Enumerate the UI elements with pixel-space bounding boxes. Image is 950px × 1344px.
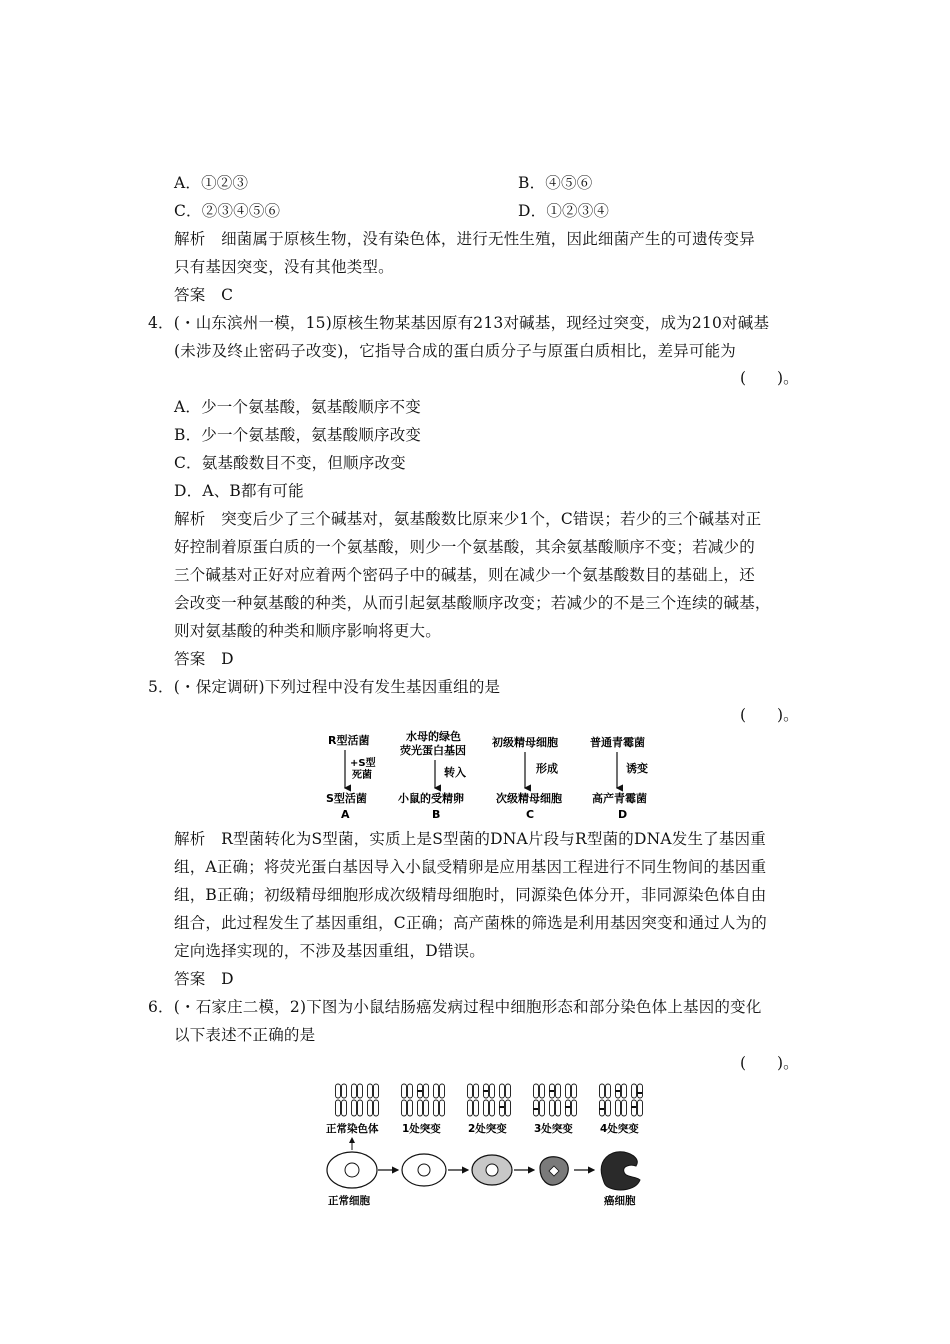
q4-answer-bracket: ( )。: [740, 369, 799, 387]
figure-c-side: 形成: [536, 762, 558, 775]
q4-analysis-line: 好控制着原蛋白质的一个氨基酸，则少一个氨基酸，其余氨基酸顺序不变；若减少的: [174, 538, 755, 556]
figure-a-side-1: +S型: [350, 758, 376, 769]
q3-option-b: B．④⑤⑥: [518, 174, 593, 192]
figure-a-side-2: 死菌: [352, 770, 372, 781]
nucleus-normal: [345, 1163, 359, 1177]
figure-b-letter: B: [432, 808, 441, 821]
q5-stem: 5．(・保定调研)下列过程中没有发生基因重组的是: [148, 678, 501, 696]
q4-option-a: A．少一个氨基酸，氨基酸顺序不变: [174, 398, 421, 416]
figure-c-letter: C: [526, 808, 535, 821]
q4-analysis-line: 则对氨基酸的种类和顺序影响将更大。: [174, 622, 441, 640]
q5-analysis-line: 解析 R型菌转化为S型菌，实质上是S型菌的DNA片段与R型菌的DNA发生了基因重: [174, 830, 766, 848]
figure-d-letter: D: [618, 808, 628, 821]
q4-analysis-line: 会改变一种氨基酸的种类，从而引起氨基酸顺序改变；若减少的不是三个连续的碱基，: [174, 594, 771, 612]
stage-label-4: 4处突变: [600, 1123, 639, 1135]
figure-d-top: 普通青霉菌: [590, 736, 645, 749]
q4-option-d: D．A、B都有可能: [174, 482, 304, 500]
cell-label-normal: 正常细胞: [328, 1195, 370, 1207]
stage-label-3: 3处突变: [534, 1123, 573, 1135]
figure-d-side: 诱变: [626, 762, 648, 775]
chromosome-group-1: [402, 1084, 445, 1116]
q5-process-figure: [320, 730, 680, 822]
chromosome-group-normal: [336, 1084, 379, 1116]
q5-figure-c: [491, 735, 562, 821]
q5-analysis-line: 组合，此过程发生了基因重组，C正确；高产菌株的筛选是利用基因突变和通过人为的: [174, 914, 767, 932]
stage-label-normal: 正常染色体: [326, 1123, 379, 1135]
q6-stem-line: 6．(・石家庄二模，2)下图为小鼠结肠癌发病过程中细胞形态和部分染色体上基因的变化: [148, 998, 762, 1016]
q3-option-d: D．①②③④: [518, 202, 610, 220]
figure-a-letter: A: [341, 808, 350, 821]
q5-figure-a: [326, 733, 376, 821]
q5-figure-d: [590, 735, 648, 821]
q5-analysis-line: 定向选择实现的，不涉及基因重组，D错误。: [174, 942, 485, 960]
q5-analysis-line: 组，A正确；将荧光蛋白基因导入小鼠受精卵是应用基因工程进行不同生物间的基因重: [174, 858, 767, 876]
figure-a-bottom: S型活菌: [326, 792, 367, 805]
chromosome-group-2: [468, 1084, 511, 1116]
q3-option-a: A．①②③: [174, 174, 249, 192]
figure-c-bottom: 次级精母细胞: [496, 792, 562, 805]
q3-analysis-line: 只有基因突变，没有其他类型。: [174, 258, 394, 276]
q5-answer: 答案 D: [174, 970, 234, 988]
figure-b-bottom: 小鼠的受精卵: [398, 792, 464, 805]
q6-answer-bracket: ( )。: [740, 1054, 799, 1072]
q6-cancer-figure: [318, 1080, 658, 1210]
cell-label-cancer: 癌细胞: [604, 1195, 636, 1207]
chromosome-group-4: [599, 1084, 643, 1116]
figure-b-top-2: 荧光蛋白基因: [400, 744, 466, 757]
figure-b-side: 转入: [444, 766, 466, 779]
figure-b-top-1: 水母的绿色: [406, 730, 461, 743]
cell-cancer: [601, 1152, 640, 1190]
stage-label-1: 1处突变: [402, 1123, 441, 1135]
figure-c-top: 初级精母细胞: [492, 736, 558, 749]
figure-a-top: R型活菌: [328, 734, 370, 747]
q4-answer: 答案 D: [174, 650, 234, 668]
chromosome-group-3: [533, 1084, 577, 1116]
figure-d-bottom: 高产青霉菌: [592, 792, 647, 805]
q5-answer-bracket: ( )。: [740, 706, 799, 724]
q4-option-b: B．少一个氨基酸，氨基酸顺序改变: [174, 426, 422, 444]
q5-analysis-line: 组，B正确；初级精母细胞形成次级精母细胞时，同源染色体分开，非同源染色体自由: [174, 886, 767, 904]
q3-analysis-line: 解析 细菌属于原核生物，没有染色体，进行无性生殖，因此细菌产生的可遗传变异: [174, 230, 755, 248]
q4-analysis-line: 三个碱基对正好对应着两个密码子中的碱基，则在减少一个氨基酸数目的基础上，还: [174, 566, 755, 584]
q5-figure-b: [398, 730, 466, 821]
q4-stem-line: 4．(・山东滨州一模，15)原核生物某基因原有213对碱基，现经过突变，成为210对碱基: [148, 314, 770, 332]
stage-label-2: 2处突变: [468, 1123, 507, 1135]
nucleus-stage-1: [418, 1164, 430, 1176]
q3-option-c: C．②③④⑤⑥: [174, 202, 281, 220]
q4-stem-line: (未涉及终止密码子改变)，它指导合成的蛋白质分子与原蛋白质相比，差异可能为: [174, 342, 736, 360]
nucleus-stage-2: [486, 1164, 498, 1176]
q3-answer: 答案 C: [174, 286, 234, 304]
q6-stem-line: 以下表述不正确的是: [174, 1026, 316, 1044]
q4-analysis-line: 解析 突变后少了三个碱基对，氨基酸数比原来少1个，C错误；若少的三个碱基对正: [174, 510, 762, 528]
q4-option-c: C．氨基酸数目不变，但顺序改变: [174, 454, 406, 472]
